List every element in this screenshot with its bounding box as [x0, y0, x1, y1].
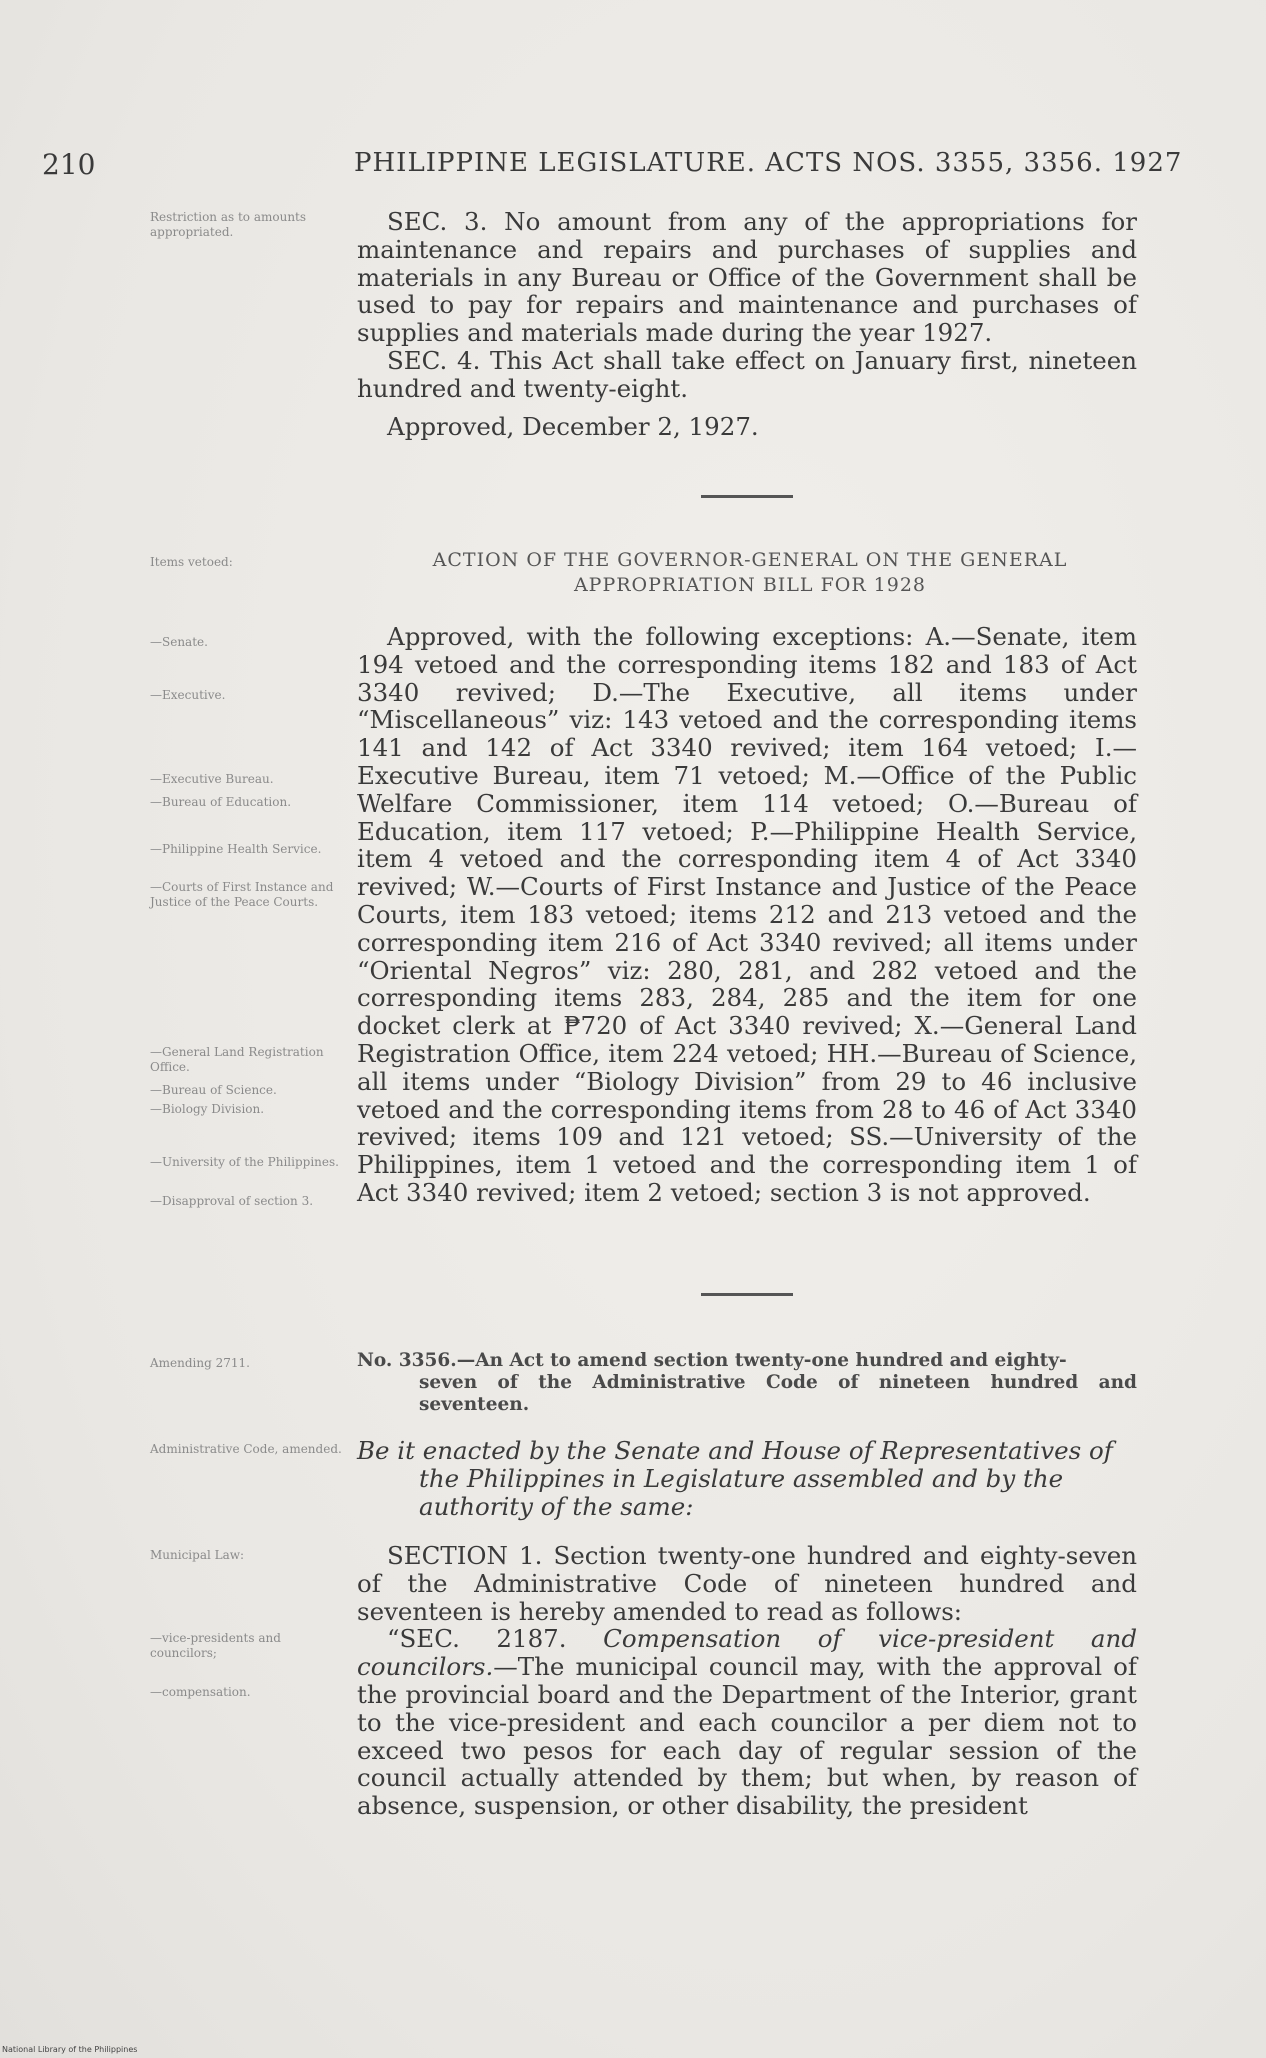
- action-heading: [390, 548, 1110, 598]
- margin-note-philippine-health: —Philippine Health Service.: [150, 842, 322, 856]
- margin-note-compensation: —compensation.: [150, 1685, 251, 1699]
- section-2187-text: —The municipal council may, with the approval of the provincial board and the Department of the Interior, grant to the vice-president and each councilor a per diem not to exceed two pesos for each day of regular session of the council actually attended by them; but when, by reason of absence, suspension, or other disability, the president: [357, 1652, 1137, 1821]
- action-text: Approved, with the following exceptions: A.—Senate, item 194 vetoed and the corresponding items 182 and 183 of Act 3340 revived; D.—The Executive, all items under “Miscellaneous” viz: 143 vetoed and the corresponding items 141 and 142 of Act 3340 revived; item 164 vetoed; I.—Executive Bureau, item 71 vetoed; M.—Office of the Public Welfare Commissioner, item 114 vetoed; O.—Bureau of Education, item 117 vetoed; P.—Philippine Health Service, item 4 vetoed and the corresponding item 4 of Act 3340 revived; W.—Courts of First Instance and Justice of the Peace Courts, item 183 vetoed; items 212 and 213 vetoed and the corresponding item 216 of Act 3340 revived; all items under “Oriental Negros” viz: 280, 281, and 282 vetoed and the corresponding items 283, 284, 285 and the item for one docket clerk at ₱720 of Act 3340 revived; X.—General Land Registration Office, item 224 vetoed; HH.—Bureau of Science, all items under “Biology Division” from 29 to 46 inclusive vetoed and the corresponding items from 28 to 46 of Act 3340 revived; items 109 and 121 vetoed; SS.—University of the Philippines, item 1 vetoed and the corresponding item 1 of Act 3340 revived; item 2 vetoed; section 3 is not approved.: [357, 622, 1137, 1207]
- approval-date: Approved, December 2, 1927.: [387, 411, 759, 441]
- divider-rule: [701, 495, 793, 498]
- page-header: [42, 148, 1183, 188]
- divider-rule: [701, 1293, 793, 1296]
- margin-note-executive-bureau: —Executive Bureau.: [150, 772, 274, 786]
- section-4: SEC. 4. This Act shall take effect on January first, nineteen hundred and twenty-eight.: [357, 345, 1137, 403]
- action-heading-line-1: ACTION OF THE GOVERNOR-GENERAL ON THE GENERAL: [432, 549, 1068, 571]
- margin-note-courts: —Courts of First Instance and Justice of the Peace Courts.: [150, 880, 334, 909]
- margin-note-items-vetoed: Items vetoed:: [150, 555, 233, 569]
- section-2187-lead: “SEC. 2187.: [387, 1624, 567, 1654]
- margin-note-bureau-science: —Bureau of Science.: [150, 1083, 277, 1097]
- margin-note-university: —University of the Philippines.: [150, 1155, 339, 1169]
- section-2187: [357, 1625, 1137, 1820]
- act-title-continuation: seven of the Administrative Code of nineteen hundred and seventeen.: [419, 1372, 1137, 1415]
- margin-note-executive: —Executive.: [150, 688, 226, 702]
- act-title-line-1: No. 3356.—An Act to amend section twenty-one hundred and eighty-: [357, 1350, 1067, 1371]
- action-text-block: [357, 623, 1137, 1207]
- margin-note-admin-code: Administrative Code, amended.: [150, 1442, 342, 1456]
- action-heading-line-2: APPROPRIATION BILL FOR 1928: [573, 574, 927, 596]
- margin-note-biology: —Biology Division.: [150, 1102, 265, 1116]
- running-head: PHILIPPINE LEGISLATURE. ACTS NOS. 3355, 3356. 1927: [354, 148, 1183, 178]
- page-number: 210: [42, 148, 96, 181]
- margin-note-senate: —Senate.: [150, 635, 208, 649]
- section-2187-caption: Compensation of vice-president and councilors.: [357, 1624, 1138, 1682]
- section-1: SECTION 1. Section twenty-one hundred and eighty-seven of the Administrative Code of nineteen hundred and seventeen is hereby amended to read as follows:: [357, 1541, 1137, 1626]
- enacting-clause: [357, 1437, 1137, 1521]
- margin-note-municipal-law: Municipal Law:: [150, 1548, 245, 1562]
- margin-note-bureau-education: —Bureau of Education.: [150, 795, 292, 809]
- page-footer: National Library of the Philippines: [2, 2045, 138, 2054]
- act-title: [357, 1350, 1137, 1416]
- margin-note-disapproval: —Disapproval of section 3.: [150, 1194, 314, 1208]
- margin-note-restriction: Restriction as to amounts appropriated.: [150, 210, 307, 239]
- section-1-block: [357, 1542, 1137, 1820]
- section-3: SEC. 3. No amount from any of the appropriations for maintenance and repairs and purchases of supplies and materials in any Bureau or Office of the Government shall be used to pay for repairs and maintenance and purchases of supplies and materials made during the year 1927.: [357, 207, 1137, 348]
- margin-note-land-registration: —General Land Registration Office.: [150, 1045, 324, 1074]
- margin-note-vice-presidents: —vice-presidents and councilors;: [150, 1631, 281, 1660]
- enacting-continuation: the Philippines in Legislature assembled and by the authority of the same:: [419, 1464, 1064, 1521]
- enacting-line-1: Be it enacted by the Senate and House of Representatives of: [357, 1436, 1113, 1465]
- sections-3-4: [357, 208, 1137, 440]
- margin-note-amending: Amending 2711.: [150, 1356, 250, 1370]
